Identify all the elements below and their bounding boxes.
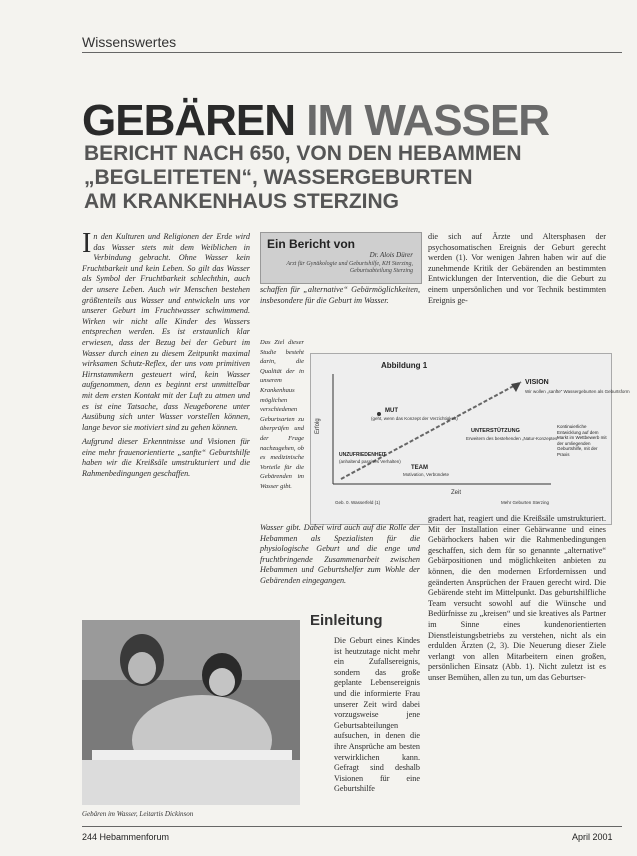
y-axis-label: Erfolg bbox=[315, 418, 321, 434]
unterstuetzung-label: UNTERSTÜTZUNG bbox=[471, 428, 520, 434]
column-2-after-text: Wasser gibt. Dabei wird auch auf die Rolle der Hebammen als Spezialisten für die physiologische Geburt und die enge und fruchtbringende Zusammenarbeit zwischen Hebammen und Geburtshelfer zum Wohle der Gebärenden eingegangen. bbox=[260, 523, 420, 585]
article-subtitle bbox=[84, 142, 624, 214]
column-2-after bbox=[260, 523, 420, 587]
column-2-intro bbox=[260, 285, 420, 306]
unzufrieden-sub: (anhaltend passives Verhalten) bbox=[339, 459, 401, 464]
subtitle-line1: BERICHT NACH 650, VON DEN HEBAMMEN bbox=[84, 142, 522, 165]
vision-label: VISION bbox=[525, 379, 549, 386]
report-box bbox=[260, 232, 422, 284]
column-2-intro-text: schaffen für „alternative“ Gebärmöglichkeiten, insbesondere für die Geburt im Wasser. bbox=[260, 285, 420, 305]
x-axis-label: Zeit bbox=[451, 490, 462, 496]
title-part2: IM WASSER bbox=[306, 96, 550, 145]
mut-label: MUT bbox=[385, 408, 398, 414]
subtitle-line3: AM KRANKENHAUS STERZING bbox=[84, 190, 399, 213]
footer-page-source: 244 Hebammenforum bbox=[82, 832, 170, 842]
subtitle-line2: „BEGLEITETEN“, WASSERGEBURTEN bbox=[84, 166, 473, 189]
team-sub: Motivation, Verbündete bbox=[403, 472, 450, 477]
water-birth-photo bbox=[82, 620, 300, 805]
right-note-container bbox=[557, 424, 609, 494]
einleitung-text: Die Geburt eines Kindes ist heutzutage nicht mehr ein Zufallsereignis, sondern das große geplante Lebensereignis und die informierte Frau unserer Zeit wird dabei vorzugsweise jene Geburtsabteilungen aufsuchen, in denen die ihre Ansprüche am besten verwirklichen kann. Gefragt sind deshalb Visionen für eine Geburtshilfe bbox=[334, 636, 420, 794]
column-3-top bbox=[428, 232, 606, 306]
column-2-side-text: Das Ziel dieser Studie besteht darin, die Qualität der in unserem Krankenhaus möglichen verschiedenen Geburtsarten zu überprüfen und der Frage nachzugehen, ob es medizinische Vorteile für die Gebärenden im Wasser gibt. bbox=[260, 339, 304, 490]
footer-date: April 2001 bbox=[572, 832, 613, 842]
column-3-bottom-text: gradert hat, reagiert und die Kreißsäle umstrukturiert. Mit der Installation einer Gebärwanne und eines Gebärhockers haben wir die Rahmenbedingungen geschaffen, sich dem für so genannte „alternative“ Gebärpositionen und möglichkeiten anbieten zu können, die den modernen Erfordernissen und geänderten Ansprüchen der Frauen gerecht wird. Die Gebärende steht im Mittelpunkt. Das geburtshilfliche Team versucht sowohl auf die Wünsche und Bedürfnisse zu „kreisen“ und sie kreatives als Partner im Sinne eines kundenorientierten Dienstleistungsbetriebs zu verstehen, nicht als ein erdulden Ärzten (2, 3). Die Neuerung dieser Ziele verlangt von allen Mitarbeitern einen großen, persönlichen Einsatz (Abb. 1). Nicht zuletzt ist es unser Bemühen, allen zu tun, um das Geburtser- bbox=[428, 514, 606, 682]
report-box-author: Dr. Alois Dürer bbox=[369, 251, 413, 259]
einleitung-column bbox=[334, 636, 420, 795]
footer-rule bbox=[82, 826, 622, 827]
vision-sub: Wir wollen „sanfte“ Wassergeburten als Geburtsform bbox=[525, 389, 630, 394]
photo-caption: Gebären im Wasser, Leitartis Dickinson bbox=[82, 810, 194, 818]
article-title bbox=[82, 96, 549, 146]
x-right-label: Mehr Geburten Sterzing bbox=[501, 500, 550, 505]
header-rule bbox=[82, 52, 622, 53]
section-label: Wissenswertes bbox=[82, 34, 177, 50]
dropcap: I bbox=[82, 228, 92, 259]
figure-label: Abbildung 1 bbox=[381, 361, 428, 370]
einleitung-heading: Einleitung bbox=[310, 612, 383, 629]
column-3-top-text: die sich auf Ärzte und Altersphasen der psychosomatischen Ereignis der Geburt gerecht werden (1). Vor wenigen Jahren haben wir auf die zunehmende Kritik der Gebärenden an bestimmten Entwicklungen der Intervention, die die Geburt zu einem unpersönlichen und vor Technik bestimmten Ereignis ge- bbox=[428, 232, 606, 305]
column-2-side bbox=[260, 338, 304, 492]
unzufrieden-label: UNZUFRIEDENHEIT bbox=[339, 452, 387, 458]
report-box-role: Arzt für Gynäkologie und Geburtshilfe, KH Sterzing, Geburtsabteilung Sterzing bbox=[286, 261, 413, 274]
column-1 bbox=[82, 228, 250, 480]
column-1-para2: Aufgrund dieser Erkenntnisse und Visionen für eine mehr frauenorientierte „sanfte“ Geburtshilfe haben wir die Kreißsäle umstrukturiert und die Rahmenbedingungen geschaffen. bbox=[82, 437, 250, 479]
report-box-title: Ein Bericht von bbox=[267, 237, 356, 251]
unterstuetzung-sub: Erweitern des bestehenden „Natur-Konzeptes“ bbox=[466, 436, 559, 441]
column-1-text: n den Kulturen und Religionen der Erde wird das Wasser stets mit dem Weiblichen in Verbindung gebracht. Ohne Wasser kein Fruchtbarkeit und kein Leben. So gilt das Wasser als Symbol der Fruchtbarkeit schlechthin, auch der unsere Leben. Auch wir Menschen bestehen größtenteils aus Wasser und entwickeln uns vor unserer Geburt im Fruchtwasser schwimmend. Wirken wir nicht alle Kinder des Wassers entsprechen werden. Es ist erstaunlich klar erwiesen, dass der Bezug bei der Geburt im Wasser durch einen zu diesem Zeitpunkt maximal wirksamen Schutz-Reflex, der uns vom primitiven Hirnstammkern gesteuert wird, kein Wasser aufgenommen, denn es beginnt erst unmittelbar mit dem ersten Kontakt mit der Luft zu atmen und es ist eine Tatsache, dass Neugeborene unter Ausübung sich unter Wasser vorstellen können, lange bevor sie motiviert sind zu gehen können. bbox=[82, 232, 250, 432]
title-part1: GEBÄREN bbox=[82, 96, 296, 145]
figure-1 bbox=[310, 353, 630, 525]
mut-sub: (geht, wenn das Konzept der Verzichtigkeit) bbox=[371, 416, 458, 421]
team-label: TEAM bbox=[411, 465, 428, 471]
column-3-bottom bbox=[428, 514, 606, 684]
figure-1-diagram bbox=[311, 354, 630, 524]
right-note: Kontinuierliche Entwicklung auf dem Markt im Wettbewerb mit der umliegenden Geburtshilfe, mit der Praxis bbox=[557, 424, 607, 457]
photo-illustration bbox=[82, 620, 300, 805]
x-left-label: Geb. 0. Wasserfeld (1) bbox=[335, 500, 381, 505]
